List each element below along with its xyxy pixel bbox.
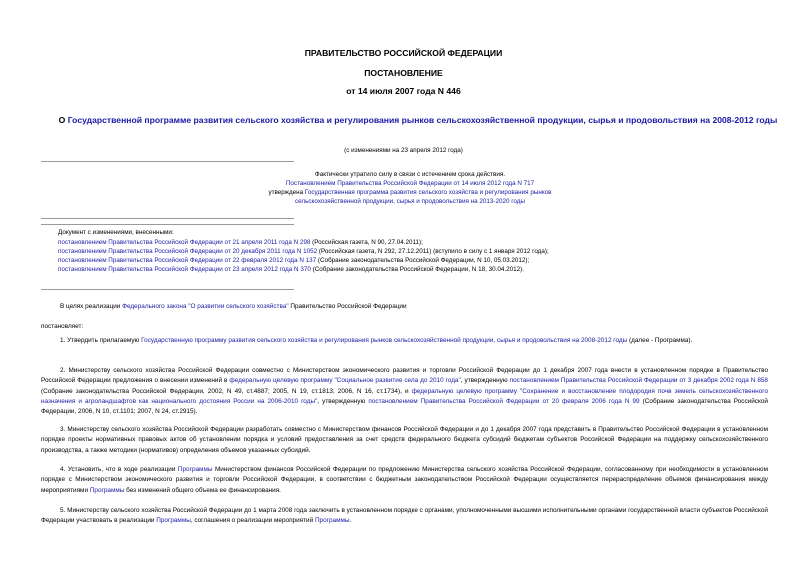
paragraph-3 — [41, 425, 768, 456]
preamble — [41, 302, 768, 312]
paragraph-text: 4. Установить, что в ходе реализации — [60, 466, 178, 473]
paragraph-text: 5. Министерству сельского хозяйства Российской Федерации до 1 марта 2008 года заключить в установленном порядке с органами, уполномоченными высшими исполнительными органами государственной власти субъектов Российской Федерации участвовать в реализации — [41, 507, 768, 525]
divider — [41, 224, 294, 225]
change-link[interactable]: постановлением Правительства Российской Федерации от 20 декабря 2011 года N 1052 — [58, 248, 318, 255]
paragraph-text: без изменений общего объема ее финансирования. — [124, 486, 281, 494]
paragraph-text: (Собрание законодательства Российской Федерации, 2002, N 49, ст.4887; 2005, N 19, ст.1813; 2006, N 16, ст.1734), и — [41, 387, 412, 395]
divider — [41, 289, 294, 290]
title-prefix: О — [58, 115, 68, 125]
program-ref-link[interactable]: Программы — [89, 486, 125, 494]
title-link[interactable]: Государственной программе развития сельского хозяйства и регулирования рынков сельскохозяйственной продукции, сырья и продовольствия на 2008-2012 годы — [67, 115, 778, 125]
status-link-program-2013[interactable]: Государственная программа развития сельского хозяйства и регулирования рынков сельскохозяйственной продукции, сырья и продовольствия на 2013-2020 годы — [295, 189, 552, 205]
resolution-858-link[interactable]: постановлением Правительства Российской Федерации от 3 декабря 2002 года N 858 — [509, 377, 768, 385]
change-link[interactable]: постановлением Правительства Российской Федерации от 23 апреля 2012 года N 370 — [58, 266, 311, 273]
change-source: (Собрание законодательства Российской Федерации, N 18, 30.04.2012). — [310, 266, 524, 273]
change-item — [58, 265, 778, 274]
preamble-text: Правительство Российской Федерации — [288, 303, 407, 310]
program-ref-link[interactable]: Программы — [156, 517, 191, 525]
resolution-99-link[interactable]: постановлением Правительства Российской Федерации от 20 февраля 2006 года N 99 — [368, 397, 640, 405]
law-link[interactable]: Федерального закона "О развитии сельского хозяйства" — [122, 303, 289, 310]
document-title — [58, 115, 778, 126]
program-ref-link[interactable]: Программы — [314, 517, 350, 525]
paragraph-text: 2. Министерству сельского хозяйства Российской Федерации совместно с Министерством экономического развития и торговли Российской Федерации до 1 декабря 2007 года внести в установленном порядке в Правительство Российской Федерации предложения о внесении изменений в — [41, 367, 768, 385]
change-item — [58, 247, 778, 256]
divider — [41, 218, 294, 219]
change-item — [58, 256, 778, 265]
paragraph-5 — [41, 506, 768, 527]
paragraph-text: (Собрание законодательства Российской Федерации, 2006, N 10, ст.1101; 2007, N 24, ст.2915). — [41, 397, 768, 416]
changes-block — [58, 228, 778, 274]
paragraph-2 — [41, 366, 768, 417]
paragraph-text: , утвержденную — [317, 397, 369, 405]
change-source: (Российская газета, N 292, 27.12.2011) (вступило в силу с 1 января 2012 года); — [317, 248, 549, 255]
program-link[interactable]: Государственную программу развития сельского хозяйства и регулирования рынков сельскохозяйственной продукции, сырья и продовольствия на 2008-2012 годы — [141, 337, 628, 344]
paragraph-text: , соглашения о реализации мероприятий — [190, 517, 315, 525]
document-type: ПОСТАНОВЛЕНИЕ — [364, 68, 443, 78]
government-heading: ПРАВИТЕЛЬСТВО РОССИЙСКОЙ ФЕДЕРАЦИИ — [304, 48, 503, 58]
divider — [41, 161, 294, 162]
change-link[interactable]: постановлением Правительства Российской Федерации от 21 апреля 2011 года N 298 — [58, 239, 311, 246]
paragraph-text: 1. Утвердить прилагаемую — [60, 337, 142, 344]
paragraph-text: (далее - Программа). — [627, 337, 693, 344]
paragraph-text: 3. Министерству сельского хозяйства Российской Федерации разработать совместно с Министерством финансов Российской Федерации и до 1 декабря 2007 года представить в Правительство Российской Федерации в установленном порядке проекты нормативных правовых актов об установлении порядка и условий предоставления за счет средств федерального бюджета субсидий бюджетам субъектов Российской Федерации на поддержку сельскохозяйственного производства, а также методики (нормативов) определения объемов указанных субсидий. — [41, 426, 768, 454]
status-link-717[interactable]: Постановлением Правительства Российской Федерации от 14 июля 2012 года N 717 — [285, 180, 535, 187]
paragraph-text: . — [349, 517, 352, 525]
amended-note: (с изменениями на 23 апреля 2012 года) — [344, 147, 463, 154]
changes-intro: Документ с изменениями, внесенными: — [58, 229, 174, 236]
resolves-text: постановляет: — [41, 323, 84, 330]
change-source: (Собрание законодательства Российской Федерации, N 10, 05.03.2012); — [316, 257, 530, 264]
approved-text: утверждена — [268, 189, 305, 196]
change-item — [58, 238, 778, 247]
program-village-link[interactable]: федеральную целевую программу "Социальное развитие села до 2010 года" — [229, 377, 461, 385]
preamble-text: В целях реализации — [60, 303, 123, 310]
change-source: (Российская газета, N 90, 27.04.2011); — [310, 239, 423, 246]
status-line: Фактически утратило силу в связи с истечением срока действия. — [314, 171, 506, 178]
status-block — [240, 170, 580, 206]
change-link[interactable]: постановлением Правительства Российской Федерации от 22 февраля 2012 года N 137 — [58, 257, 317, 264]
document-date: от 14 июля 2007 года N 446 — [346, 86, 461, 96]
paragraph-text: Министерством финансов Российской Федерации по предложению Министерства сельского хозяйства Российской Федерации, согласованному при необходимости в установленном порядке с Министерством экономического развития и торговли Российской Федерации, в соответствии с бюджетным законодательством Российской Федерации осуществляется перераспределение объемов финансирования между мероприятиями — [41, 466, 768, 494]
program-soil-link[interactable]: федеральную целевую программу "Сохранение и восстановление плодородия почв земель сельскохозяйственного назначения и агроландшафтов как национального достояния России на 2006-2010 годы" — [41, 387, 768, 405]
paragraph-1 — [41, 336, 768, 346]
paragraph-4 — [41, 465, 768, 496]
paragraph-text: , утвержденную — [460, 377, 510, 385]
program-ref-link[interactable]: Программы — [177, 466, 213, 473]
